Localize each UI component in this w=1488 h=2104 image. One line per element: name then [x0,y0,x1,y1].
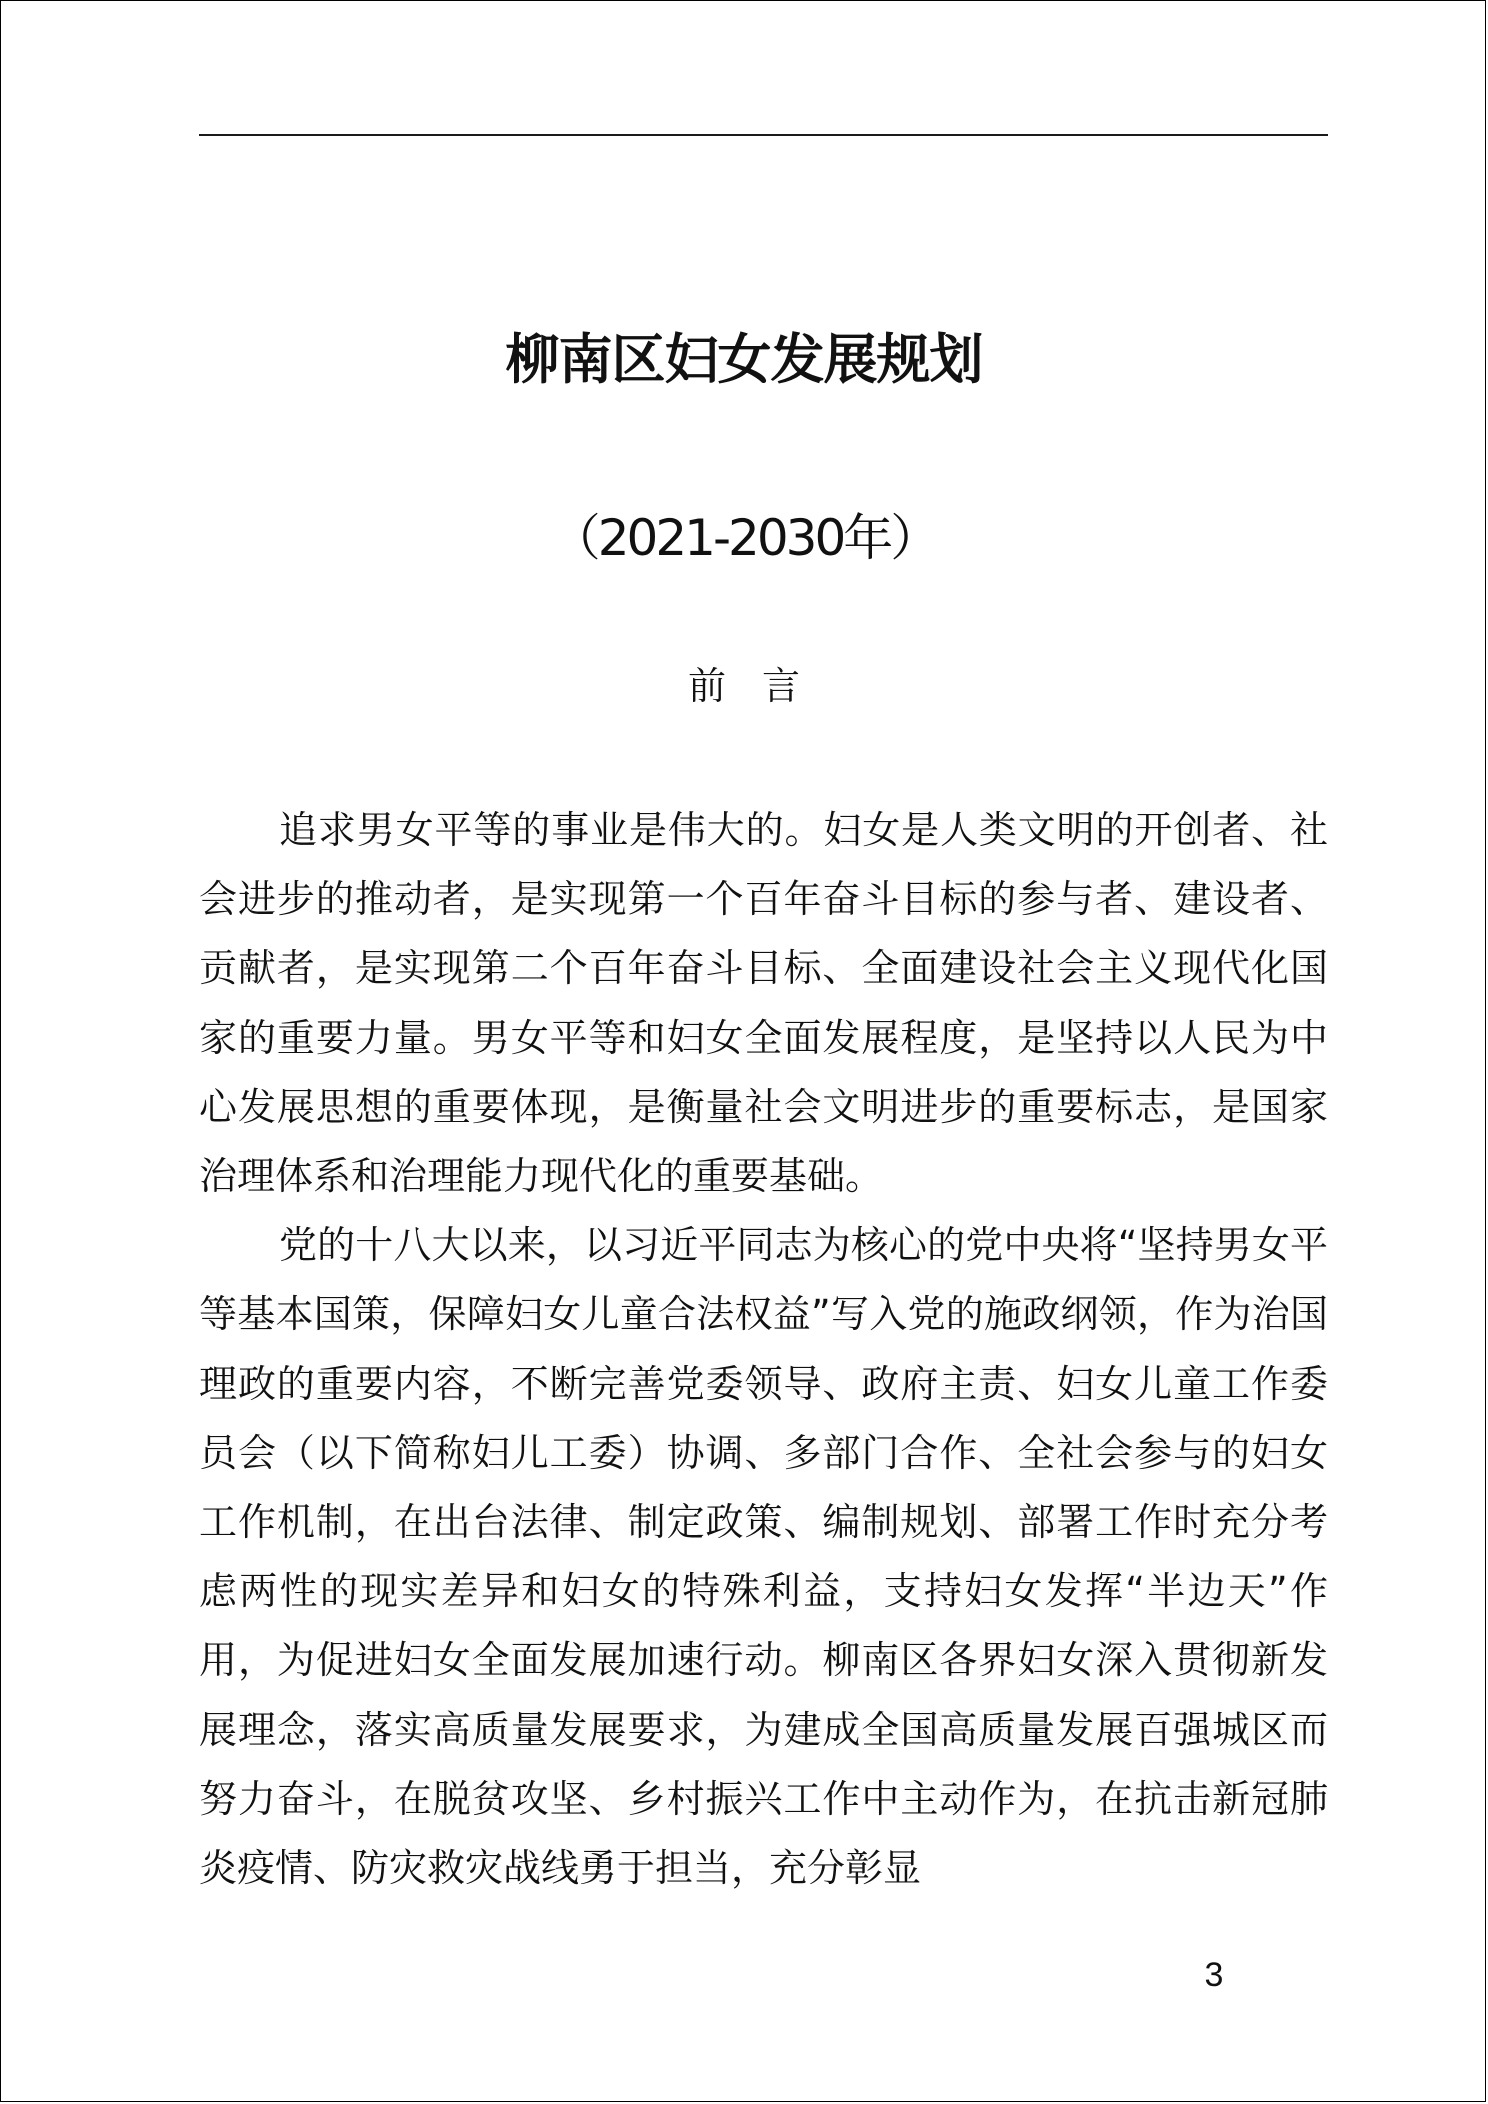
section-heading: 前言 [687,664,836,708]
document-subtitle: （2021-2030年） [550,509,938,567]
document-title: 柳南区妇女发展规划 [505,328,983,391]
header-rule [199,134,1328,136]
page-number: 3 [1204,1956,1224,1994]
paragraph: 党的十八大以来，以习近平同志为核心的党中央将“坚持男女平等基本国策，保障妇女儿童合法权益”写入党的施政纲领，作为治国理政的重要内容，不断完善党委领导、政府主责、妇女儿童工作委员会（以下简称妇儿工委）协调、多部门合作、全社会参与的妇女工作机制，在出台法律、制定政策、编制规划、部署工作时充分考虑两性的现实差异和妇女的特殊利益，支持妇女发挥“半边天”作用，为促进妇女全面发展加速行动。柳南区各界妇女深入贯彻新发展理念，落实高质量发展要求，为建成全国高质量发展百强城区而努力奋斗，在脱贫攻坚、乡村振兴工作中主动作为，在抗击新冠肺炎疫情、防灾救灾战线勇于担当，充分彰显 [199,1223,1328,1891]
body-text [199,796,1328,1903]
paragraph: 追求男女平等的事业是伟大的。妇女是人类文明的开创者、社会进步的推动者，是实现第一个百年奋斗目标的参与者、建设者、贡献者，是实现第二个百年奋斗目标、全面建设社会主义现代化国家的重要力量。男女平等和妇女全面发展程度，是坚持以人民为中心发展思想的重要体现，是衡量社会文明进步的重要标志，是国家治理体系和治理能力现代化的重要基础。 [199,808,1328,1199]
